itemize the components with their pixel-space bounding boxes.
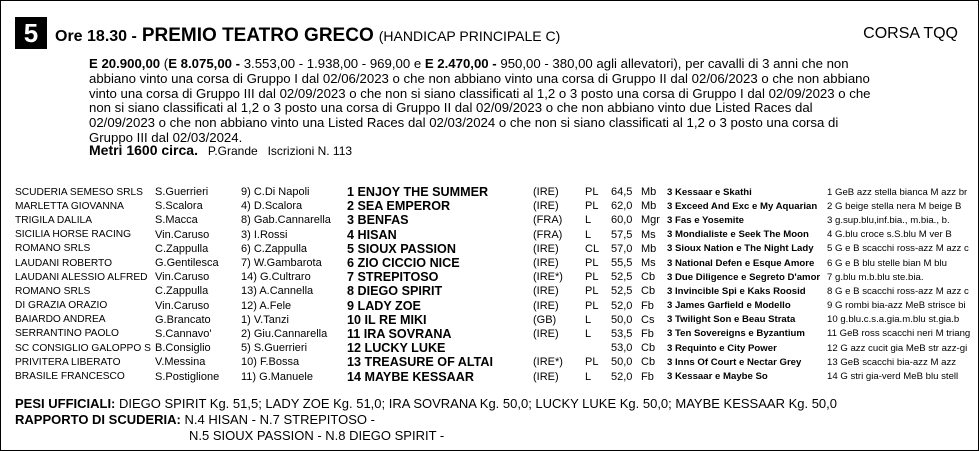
runner-horse: 4 HISAN <box>347 227 397 242</box>
runner-sex: PL <box>585 299 599 312</box>
runner-sex: L <box>585 313 592 326</box>
runner-trainer: 13) A.Cannella <box>241 285 314 298</box>
runner-kg: 55,5 <box>611 257 633 270</box>
runner-horse: 11 IRA SOVRANA <box>347 326 452 341</box>
runner-horse: 13 TREASURE OF ALTAI <box>347 355 494 370</box>
runner-trainer: 1) V.Tanzi <box>241 313 289 326</box>
table-row <box>15 299 970 313</box>
runner-jockey: V.Messina <box>155 356 206 369</box>
paren-open: ( <box>160 56 169 71</box>
runner-pedigree: 3 Mondialiste e Seek The Moon <box>667 229 809 241</box>
runner-trainer: 4) D.Scalora <box>241 200 303 213</box>
runner-colors: 3 g.sup.blu,inf.bia., m.bia., b. <box>827 214 950 226</box>
table-row <box>15 313 970 327</box>
runner-pedigree: 3 Inns Of Court e Nectar Grey <box>667 356 802 368</box>
runner-kg: 52,5 <box>611 271 633 284</box>
runner-trainer: 10) F.Bossa <box>241 356 300 369</box>
runner-sex: PL <box>585 285 599 298</box>
runner-colors: 1 GeB azz stella bianca M azz br <box>827 186 968 198</box>
runner-pedigree: 3 Exceed And Exc e My Aquarian <box>667 200 818 212</box>
runner-colors: 12 G azz cucit gia MeB str azz-gi <box>827 342 968 354</box>
runner-owner: BRASILE FRANCESCO <box>15 371 125 383</box>
runner-nat <box>533 341 585 355</box>
runner-colors: 14 G stri gia-verd MeB blu stell <box>827 371 959 383</box>
runner-jockey: C.Zappulla <box>155 285 209 298</box>
runner-sex: PL <box>585 257 599 270</box>
runner-owner: BAIARDO ANDREA <box>15 314 106 326</box>
runner-pos: Fb <box>641 299 654 312</box>
runner-pos: Mb <box>641 186 657 199</box>
runner-sex: PL <box>585 186 599 199</box>
runner-colors: 11 GeB ross scacchi neri M triang <box>827 328 971 340</box>
runner-trainer: 3) I.Rossi <box>241 228 288 241</box>
runner-horse: 3 BENFAS <box>347 213 409 228</box>
rapporto-line-2: N.5 SIOUX PASSION - N.8 DIEGO SPIRIT - <box>189 428 445 443</box>
table-row <box>15 341 970 355</box>
runner-kg: 62,0 <box>611 200 633 213</box>
runner-pedigree: 3 Sioux Nation e The Night Lady <box>667 243 814 255</box>
entries-count: Iscrizioni N. 113 <box>267 144 353 158</box>
table-row <box>15 242 970 256</box>
runner-sex <box>585 341 611 355</box>
runner-horse: 10 IL RE MIKI <box>347 312 427 327</box>
runner-horse: 9 LADY ZOE <box>347 298 421 313</box>
prize-second-rest: 3.553,00 - 1.938,00 - 969,00 e <box>240 56 425 71</box>
runner-pos: Fb <box>641 327 654 340</box>
runner-owner: MARLETTA GIOVANNA <box>15 200 124 212</box>
runner-jockey: S.Macca <box>155 214 198 227</box>
runner-jockey: Vin.Caruso <box>155 271 210 284</box>
rapporto-line-1: N.4 HISAN - N.7 STREPITOSO - <box>180 412 375 427</box>
table-row <box>15 369 970 383</box>
runner-pedigree: 3 National Defen e Esque Amore <box>667 257 815 269</box>
runner-owner: SICILIA HORSE RACING <box>15 229 132 241</box>
runner-trainer: 8) Gab.Cannarella <box>241 214 331 227</box>
table-row <box>15 185 970 199</box>
runner-colors: 4 G.blu croce s.S.blu M ver B <box>827 229 952 241</box>
distance: Metri 1600 circa. <box>89 142 198 158</box>
runner-nat: (FRA) <box>533 228 563 241</box>
official-weights <box>15 396 837 411</box>
runner-nat: (IRE) <box>533 299 559 312</box>
distance-line <box>89 142 352 158</box>
runner-horse: 8 DIEGO SPIRIT <box>347 284 443 299</box>
race-name: PREMIO TEATRO GRECO <box>141 25 374 46</box>
pesi-label: PESI UFFICIALI: <box>15 396 116 411</box>
runner-pos: Mb <box>641 200 657 213</box>
runner-pos: Cb <box>641 271 656 284</box>
table-row <box>15 355 970 369</box>
runner-sex: PL <box>585 200 599 213</box>
runner-colors: 8 G e B scacchi ross-azz M azz c <box>827 285 969 297</box>
runner-pedigree: 3 Invincible Spi e Kaks Roosid <box>667 285 806 297</box>
runner-horse: 1 ENJOY THE SUMMER <box>347 185 489 200</box>
race-header <box>55 25 560 47</box>
runner-nat: (IRE) <box>533 257 559 270</box>
runner-kg: 50,0 <box>611 313 633 326</box>
runner-jockey: S.Guerrieri <box>155 186 209 199</box>
table-row <box>15 228 970 242</box>
runner-jockey: S.Cannavo' <box>155 327 212 340</box>
runner-nat: (IRE) <box>533 242 559 255</box>
race-category: (HANDICAP PRINCIPALE C) <box>378 28 561 44</box>
runner-colors: 2 G beige stella nera M beige B <box>827 200 962 212</box>
runner-horse: 2 SEA EMPEROR <box>347 199 451 214</box>
runner-pos: Mgr <box>641 214 660 227</box>
runner-owner: SERRANTINO PAOLO <box>15 328 119 340</box>
runner-pedigree: 3 Requinto e City Power <box>667 342 777 354</box>
runner-kg: 60,0 <box>611 214 633 227</box>
table-row <box>15 284 970 298</box>
runner-kg: 57,0 <box>611 242 633 255</box>
runner-sex: L <box>585 370 592 383</box>
runner-pos: Fb <box>641 370 654 383</box>
prize-owners: E 2.470,00 - <box>424 56 497 71</box>
table-row <box>15 270 970 284</box>
runner-owner: PRIVITERA LIBERATO <box>15 356 121 368</box>
runner-jockey: G.Brancato <box>155 313 211 326</box>
runner-colors: 10 g.blu.c.s.a.gia.m.blu st.gia.b <box>827 314 960 326</box>
runner-kg: 64,5 <box>611 186 633 199</box>
prize-total: E 20.900,00 <box>89 56 161 71</box>
conditions-text: 950,00 - 380,00 agli allevatori), per cavalli di 3 anni che non abbiano vinto una corsa di Gruppo I dal 02/06/2023 o che non abbiano vinto una corsa di Gruppo II dal 02/06/2023 o che non abbiano vinto una corsa di Gruppo III dal 02/09/2023 o che non si siano classificati al 1,2 o 3 posto una corsa di Gruppo I dal 02/09/2023 o che non si siano classificati al 1,2 o 3 posto una corsa di Gruppo II dal 02/09/2023 o che non abbiano vinto due Listed Races dal 02/09/2023 o che non abbiano vinto una Listed Races dal 02/03/2024 o che non si siano classificati al 1,2 o 3 posto una corsa di Gruppo III dal 02/03/2024. <box>89 56 871 145</box>
runner-kg: 52,0 <box>611 299 633 312</box>
runner-horse: 12 LUCKY LUKE <box>347 341 446 356</box>
runner-colors: 6 G e B blu stelle bian M blu <box>827 257 947 269</box>
runner-pedigree: 3 Twilight Son e Beau Strata <box>667 314 796 326</box>
runner-trainer: 9) C.Di Napoli <box>241 186 310 199</box>
runner-jockey: S.Postiglione <box>155 370 220 383</box>
runner-pos: Cb <box>641 356 656 369</box>
runner-jockey: S.Scalora <box>155 200 203 213</box>
runner-pedigree: 3 Fas e Yosemite <box>667 214 744 226</box>
runner-trainer: 5) S.Guerrieri <box>241 342 308 355</box>
runner-pos: Cb <box>641 342 656 355</box>
runner-nat: (GB) <box>533 313 557 326</box>
runner-nat: (IRE) <box>533 186 559 199</box>
runner-jockey: C.Zappulla <box>155 242 209 255</box>
runner-trainer: 7) W.Gambarota <box>241 257 322 270</box>
race-number-badge: 5 <box>15 17 47 49</box>
runner-nat: (IRE*) <box>533 271 563 284</box>
runner-sex: L <box>585 214 592 227</box>
runners-table <box>15 185 970 384</box>
runner-nat: (IRE) <box>533 285 559 298</box>
runner-jockey: Vin.Caruso <box>155 228 210 241</box>
runner-nat: (FRA) <box>533 214 563 227</box>
runner-colors: 7 g.blu m.b.blu ste.bia. <box>827 271 924 283</box>
runner-pedigree: 3 Kessaar e Maybe So <box>667 371 768 383</box>
corsa-type: CORSA TQQ <box>863 25 958 42</box>
runner-owner: ROMANO SRLS <box>15 243 91 255</box>
runner-owner: SCUDERIA SEMESO SRLS <box>15 186 143 198</box>
pesi-text: DIEGO SPIRIT Kg. 51,5; LADY ZOE Kg. 51,0; IRA SOVRANA Kg. 50,0; LUCKY LUKE Kg. 50,0; MAYBE KESSAAR Kg. 50,0 <box>115 396 837 411</box>
runner-kg: 53,5 <box>611 327 633 340</box>
table-row <box>15 327 970 341</box>
race-time: Ore 18.30 - <box>55 28 137 45</box>
runner-kg: 53,0 <box>611 342 633 355</box>
runner-owner: LAUDANI ALESSIO ALFRED <box>15 271 148 283</box>
runner-nat: (IRE) <box>533 327 559 340</box>
runner-colors: 5 G e B scacchi ross-azz M azz c <box>827 243 969 255</box>
runner-trainer: 6) C.Zappulla <box>241 242 308 255</box>
runner-trainer: 11) G.Manuele <box>241 370 313 383</box>
stable-report <box>15 412 375 427</box>
runner-jockey: Vin.Caruso <box>155 299 210 312</box>
runner-owner: DI GRAZIA ORAZIO <box>15 300 108 312</box>
runner-horse: 14 MAYBE KESSAAR <box>347 369 474 384</box>
table-row <box>15 256 970 270</box>
runner-kg: 57,5 <box>611 228 633 241</box>
table-row <box>15 199 970 213</box>
table-row <box>15 213 970 227</box>
track: P.Grande <box>207 144 258 158</box>
runner-kg: 52,5 <box>611 285 633 298</box>
prize-second-label: E 8.075,00 - <box>168 56 241 71</box>
runner-jockey: B.Consiglio <box>155 342 211 355</box>
runner-trainer: 2) Giu.Cannarella <box>241 327 328 340</box>
runner-pedigree: 3 Due Diligence e Segreto D'amor <box>667 271 821 283</box>
runner-pos: Ms <box>641 228 656 241</box>
runner-horse: 5 SIOUX PASSION <box>347 241 456 256</box>
runner-sex: CL <box>585 242 600 255</box>
runner-nat: (IRE) <box>533 200 559 213</box>
runner-horse: 6 ZIO CICCIO NICE <box>347 256 460 271</box>
runner-owner: TRIGILA DALILA <box>15 214 93 226</box>
runner-kg: 52,0 <box>611 370 633 383</box>
runner-pos: Cs <box>641 313 655 326</box>
runner-pos: Mb <box>641 242 657 255</box>
runner-trainer: 14) G.Cultraro <box>241 271 311 284</box>
runner-pos: Cb <box>641 285 656 298</box>
rapporto-label: RAPPORTO DI SCUDERIA: <box>15 412 181 427</box>
runner-nat: (IRE) <box>533 370 559 383</box>
runner-pedigree: 3 Ten Sovereigns e Byzantium <box>667 328 805 340</box>
runner-sex: PL <box>585 271 599 284</box>
runner-sex: L <box>585 228 592 241</box>
runner-kg: 50,0 <box>611 356 633 369</box>
runner-pedigree: 3 Kessaar e Skathi <box>667 186 752 198</box>
runner-sex: L <box>585 327 592 340</box>
runner-jockey: G.Gentilesca <box>155 257 219 270</box>
runner-pos: Ms <box>641 257 656 270</box>
runner-sex: PL <box>585 356 599 369</box>
runner-owner: SC CONSIGLIO GALOPPO S <box>15 342 151 354</box>
race-conditions <box>89 57 879 146</box>
runner-nat: (IRE*) <box>533 356 563 369</box>
runner-trainer: 12) A.Fele <box>241 299 292 312</box>
runner-colors: 9 G rombi bia-azz MeB strisce bi <box>827 300 966 312</box>
runner-horse: 7 STREPITOSO <box>347 270 439 285</box>
runner-pedigree: 3 James Garfield e Modello <box>667 300 791 312</box>
runner-colors: 13 GeB scacchi bia-azz M azz <box>827 356 957 368</box>
runner-owner: ROMANO SRLS <box>15 285 91 297</box>
runner-owner: LAUDANI ROBERTO <box>15 257 112 269</box>
